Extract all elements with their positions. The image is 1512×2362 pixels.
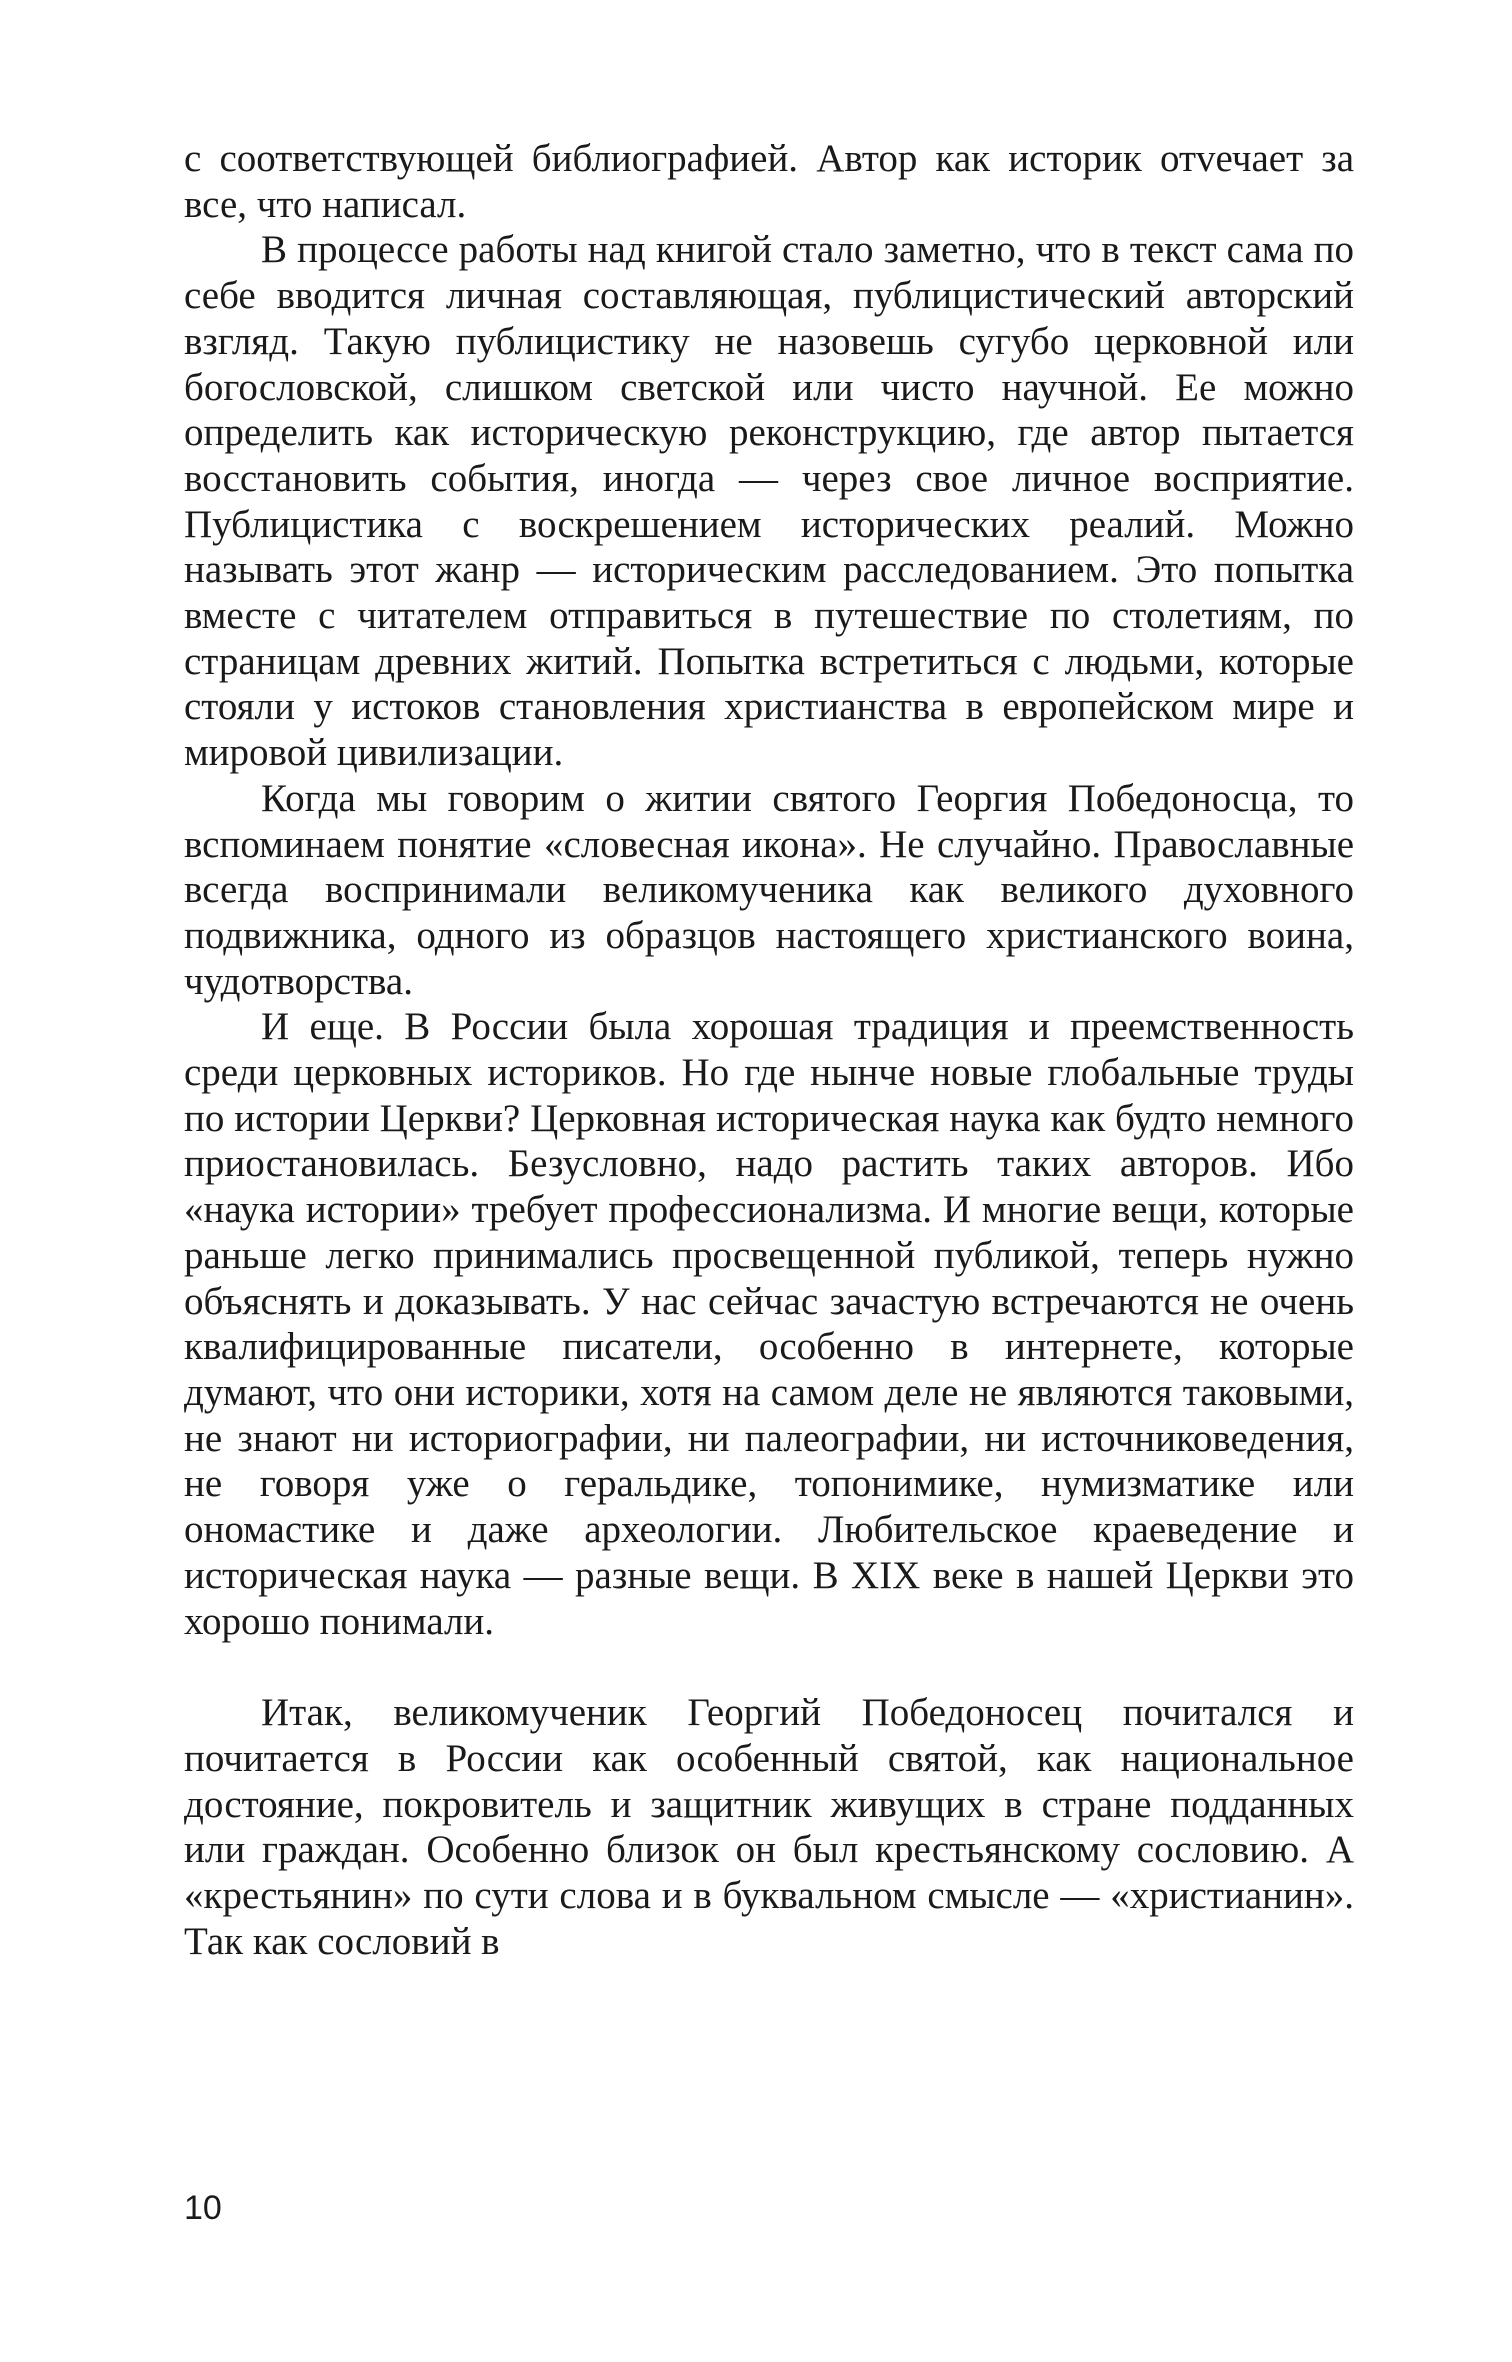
page-number: 10 xyxy=(184,2189,222,2227)
paragraph-process: В процессе работы над книгой стало заметно, что в текст сама по себе вводится личная составляющая, публицистический авторский взгляд. Такую публицистику не назовешь сугубо церковной или богословской, слишком светской или чисто научной. Ее можно определить как историческую реконструкцию, где автор пытается восстановить события, иногда — через свое личное восприятие. Публицистика с воскрешением исторических реалий. Можно называть этот жанр — историческим расследованием. Это попытка вместе с читателем отправиться в путешествие по столетиям, по страницам древних житий. Попытка встретиться с людьми, которые стояли у истоков становления христианства в европейском мире и мировой цивилизации. xyxy=(184,228,1354,775)
paragraph-continuation: с соответствующей библиографией. Автор как историк отvечает за все, что написал. xyxy=(184,137,1354,226)
paragraph-life-of-george: Когда мы говорим о житии святого Георгия Победоносца, то вспоминаем понятие «словесная икона». Не случайно. Православные всегда воспринимали великомученика как великого духовного подвижника, одного из образцов настоящего христианского воина, чудотворства. xyxy=(184,776,1354,1003)
paragraph-veneration: Итак, великомученик Георгий Победоносец почитался и почитается в России как особенный святой, как национальное достояние, покровитель и защитник живущих в стране подданных или граждан. Особенно близок он был крестьянскому сословию. А «крестьянин» по сути слова и в буквальном смысле — «христианин». Так как сословий в xyxy=(184,1691,1354,1963)
page-body xyxy=(184,136,1354,1964)
paragraph-church-historians: И еще. В России была хорошая традиция и преемственность среди церковных историков. Но где нынче новые глобальные труды по истории Церкви? Церковная историческая наука как будто немного приостановилась. Безусловно, надо растить таких авторов. Ибо «наука истории» требует профессионализма. И многие вещи, которые раньше легко принимались просвещенной публикой, теперь нужно объяснять и доказывать. У нас сейчас зачастую встречаются не очень квалифицированные писатели, особенно в интернете, которые думают, что они историки, хотя на самом деле не являются таковыми, не знают ни историографии, ни палеографии, ни источниковедения, не говоря уже о геральдике, топонимике, нумизматике или ономастике и даже археологии. Любительское краеведение и историческая наука — разные вещи. В XIX веке в нашей Церкви это хорошо понимали. xyxy=(184,1005,1354,1643)
section-gap xyxy=(184,1644,1354,1690)
